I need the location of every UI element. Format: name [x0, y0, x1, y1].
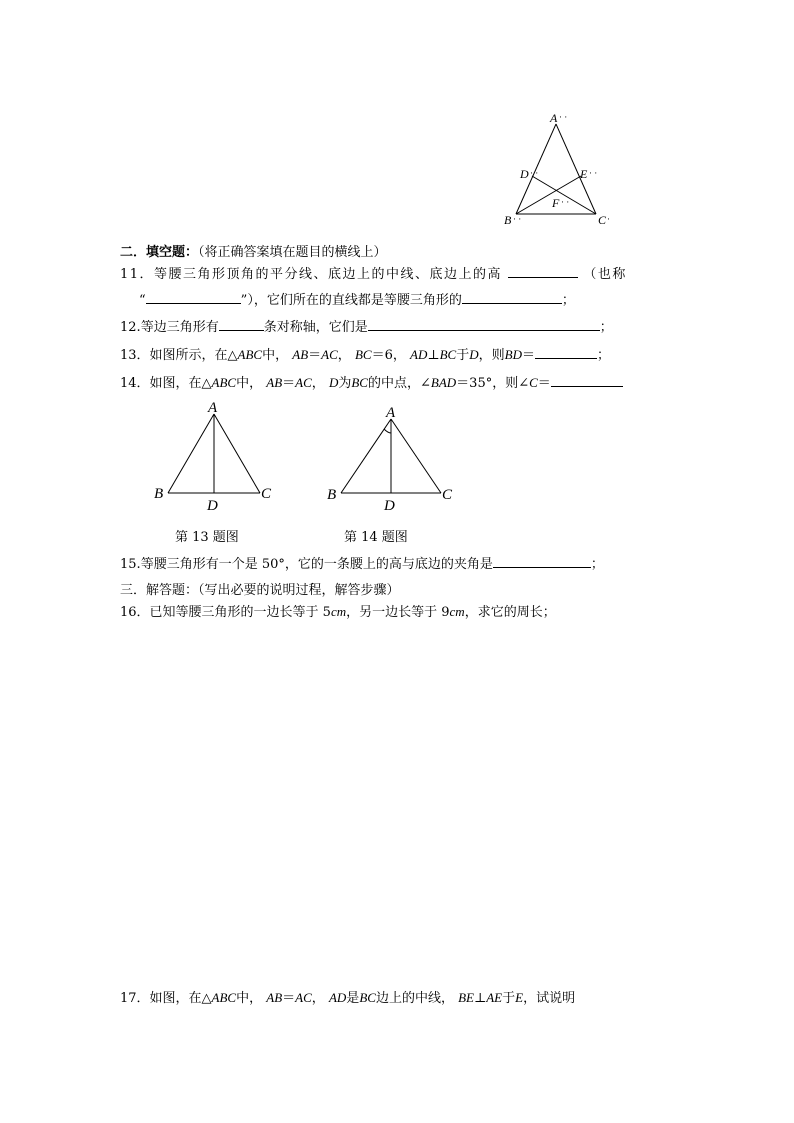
q13-eq2: ＝ — [521, 348, 535, 363]
q11-end: ； — [561, 293, 575, 308]
fig14-label-a: A — [386, 405, 396, 421]
q14-text5: ，则∠ — [492, 376, 530, 391]
q13-eq: ＝ — [308, 348, 322, 363]
q14-bad: BAD — [430, 375, 457, 390]
q16-cm1: cm — [330, 604, 347, 619]
label-c: C — [598, 213, 607, 227]
q17-abc: ABC — [211, 990, 237, 1005]
section2-title: 二．填空题： — [120, 245, 199, 260]
q14-text3: 为 — [338, 376, 352, 391]
label-f-dots: · · — [561, 197, 570, 207]
q11-quote-open: “ — [139, 293, 146, 308]
q14-abc: ABC — [211, 375, 237, 390]
q11-number: 11． — [120, 267, 155, 282]
q14-text1: 如图，在△ — [149, 376, 212, 391]
fig14-caption: 第 14 题图 — [344, 530, 408, 545]
q13-bc: BC — [354, 347, 372, 362]
q11-quote-close: ” — [240, 293, 248, 308]
q17-comma: ， — [311, 991, 325, 1006]
q17-text1: 如图，在△ — [149, 991, 212, 1006]
q13-ab: AB — [292, 347, 309, 362]
fig13-label-b: B — [154, 486, 164, 502]
q13-perp: ⊥ — [427, 348, 440, 363]
q13-number: 13． — [120, 348, 150, 363]
q16-cm2: cm — [449, 604, 465, 619]
q13-comma2: ， — [392, 348, 406, 363]
fig14-ab — [341, 419, 391, 493]
figures-13-14 — [0, 0, 794, 540]
q14-d: D — [328, 375, 339, 390]
label-c-dot: · — [607, 214, 610, 224]
section2-note: （将正确答案填在题目的横线上） — [198, 245, 387, 260]
q17-eq: ＝ — [282, 991, 296, 1006]
q17-e: E — [515, 990, 524, 1005]
label-f: F — [552, 196, 560, 210]
q17-text4: 边上的中线， — [375, 991, 454, 1006]
q13-text2: 中， — [262, 348, 289, 363]
q17-be: BE — [458, 990, 474, 1005]
q14-bc: BC — [351, 375, 368, 390]
q12-number: 12. — [120, 320, 141, 335]
q17-text2: 中， — [236, 991, 263, 1006]
q12-text2: 条对称轴，它们是 — [263, 320, 368, 335]
q16-text3: ，求它的周长； — [464, 605, 556, 620]
q13-comma: ， — [337, 348, 351, 363]
q14-text4: 的中点，∠ — [367, 376, 431, 391]
q17-ad: AD — [328, 990, 347, 1005]
label-e: E — [580, 167, 588, 181]
fig14-label-d: D — [384, 498, 395, 514]
q16-text1: 已知等腰三角形的一边长等于 5 — [149, 605, 331, 620]
label-b-dots: · · — [513, 214, 522, 224]
q13-comma3: ，则 — [478, 348, 505, 363]
fig14-label-b: B — [327, 487, 337, 503]
q11-text3: ），它们所在的直线都是等腰三角形的 — [247, 293, 462, 308]
q11-text2: （也称 — [583, 267, 627, 282]
fig13-label-d: D — [207, 498, 218, 514]
q14-c: C — [529, 375, 538, 390]
q17-perp: ⊥ — [473, 991, 487, 1006]
q13-end: ； — [597, 348, 611, 363]
q16-text2: ，另一边长等于 9 — [346, 605, 450, 620]
q13-text1: 如图所示，在△ — [149, 348, 238, 363]
q13-yu: 于 — [456, 348, 470, 363]
q17-bc: BC — [359, 990, 376, 1005]
q14-badval: ＝35° — [456, 376, 493, 391]
q13-ac: AC — [321, 347, 338, 362]
q14-comma: ， — [311, 376, 325, 391]
fig14-label-c: C — [442, 487, 453, 503]
q13-ad: AD — [410, 347, 428, 362]
fig13-label-a: A — [208, 400, 218, 416]
fig13-caption: 第 13 题图 — [175, 530, 239, 545]
fig13-ac — [214, 414, 260, 493]
label-e-dots: · · — [589, 168, 598, 178]
question-16 — [120, 603, 556, 622]
q17-ab: AB — [266, 990, 283, 1005]
fig13-ab — [168, 414, 214, 493]
label-d-dots: · · — [530, 168, 539, 178]
q17-ac: AC — [295, 990, 312, 1005]
q11-text1: 等腰三角形顶角的平分线、底边上的中线、底边上的高 — [154, 267, 503, 282]
q13-abc: ABC — [237, 347, 263, 362]
q17-text3: 是 — [346, 991, 360, 1006]
q13-bcval: ＝6 — [371, 348, 393, 363]
q12-text1: 等边三角形有 — [140, 320, 219, 335]
question-17 — [120, 989, 575, 1008]
q14-eq: ＝ — [282, 376, 296, 391]
label-b: B — [504, 213, 512, 227]
q17-yu: 于 — [502, 991, 516, 1006]
q13-d: D — [469, 347, 479, 362]
q12-end: ； — [599, 320, 613, 335]
q13-bc2: BC — [439, 347, 457, 362]
q14-eq2: ＝ — [537, 376, 551, 391]
q15-end: ； — [590, 557, 604, 572]
q14-ab: AB — [266, 375, 283, 390]
fig14-ac — [391, 419, 441, 493]
fig14-angle-arc — [384, 429, 391, 433]
q14-number: 14． — [120, 376, 150, 391]
section3-heading: 三．解答题：（写出必要的说明过程，解答步骤） — [120, 583, 400, 598]
label-d: D — [520, 167, 529, 181]
q15-text1: 等腰三角形有一个是 50°，它的一条腰上的高与底边的夹角是 — [140, 557, 493, 572]
question-15 — [120, 554, 604, 574]
q16-number: 16． — [120, 605, 150, 620]
q17-text5: ，试说明 — [523, 991, 576, 1006]
label-a-dots: · · — [559, 112, 568, 122]
q14-text2: 中， — [236, 376, 263, 391]
q15-number: 15. — [120, 557, 141, 572]
q17-number: 17． — [120, 991, 150, 1006]
q17-ae: AE — [486, 990, 503, 1005]
q14-ac: AC — [295, 375, 312, 390]
label-a: A — [550, 111, 558, 125]
q15-blank[interactable] — [493, 554, 591, 568]
q13-bd: BD — [504, 347, 522, 362]
fig13-label-c: C — [261, 486, 272, 502]
